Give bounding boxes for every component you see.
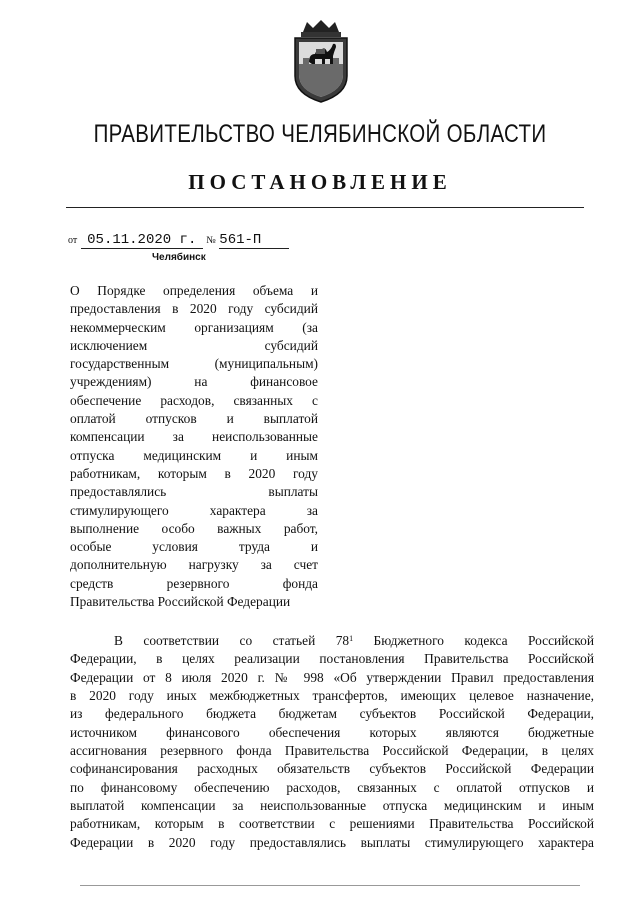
subject-line: дополнительную нагрузку за счет [70, 557, 318, 573]
document-city: Челябинск [152, 252, 206, 263]
body-line: Федерации в 2020 году предоставлялись выплаты стимулирующего характера [70, 834, 594, 850]
body-line: Федерации от 8 июля 2020 г. № 998 «Об утверждении Правил предоставления [70, 669, 594, 685]
body-line: работникам, которым в соответствии с решениями Правительства Российской [70, 816, 594, 832]
subject-line: средств резервного фонда [70, 575, 318, 591]
subject-line: предоставлялись выплаты [70, 484, 318, 500]
subject-line: выполнение особо важных работ, [70, 520, 318, 536]
subject-line: работникам, которым в 2020 году [70, 465, 318, 481]
document-date: 05.11.2020 г. [81, 232, 203, 249]
subject-line: компенсации за неиспользованные [70, 429, 318, 445]
body-line-first: В соответствии со статьей $78^1$ Бюджетного кодекса Российской [114, 633, 594, 648]
organization-title: ПРАВИТЕЛЬСТВО ЧЕЛЯБИНСКОЙ ОБЛАСТИ [93, 120, 547, 148]
document-type: ПОСТАНОВЛЕНИЕ [188, 170, 452, 194]
body-line: по финансовому обеспечению расходов, связанных с оплатой отпусков и [70, 779, 594, 795]
document-number: 561-П [219, 232, 289, 249]
document-body [70, 632, 594, 852]
body-line: выплатой компенсации за неиспользованные отпуска медицинским и иным [70, 798, 594, 814]
coat-of-arms-icon [289, 18, 353, 104]
body-line: Федерации, в целях реализации постановления Правительства Российской [70, 651, 594, 667]
body-line: источником финансового обеспечения которых являются бюджетные [70, 724, 594, 740]
subject-line: О Порядке определения объема и [70, 283, 318, 298]
subject-line: государственным (муниципальным) [70, 356, 318, 372]
document-subject [70, 282, 318, 611]
subject-line: особые условия труда и [70, 539, 318, 555]
header-divider [66, 207, 584, 208]
body-line: ассигнования резервного фонда Правительства Российской Федерации, в целях [70, 743, 594, 759]
subject-line: обеспечение расходов, связанных с [70, 392, 318, 408]
subject-line: стимулирующего характера за [70, 502, 318, 518]
subject-line: Правительства Российской Федерации [70, 594, 291, 610]
date-prefix: от [68, 235, 78, 246]
subject-line: некоммерческим организациям (за [70, 319, 318, 335]
body-line: из федерального бюджета бюджетам субъектов Российской Федерации, [70, 706, 594, 722]
subject-line: отпуска медицинским и иным [70, 447, 318, 463]
number-prefix: № [206, 235, 216, 246]
article-superscript: 1 [349, 634, 354, 643]
document-meta [68, 232, 289, 249]
subject-line: оплатой отпусков и выплатой [70, 411, 318, 427]
page-bottom-edge [80, 885, 580, 886]
body-line: софинансирования расходных обязательств субъектов Российской Федерации [70, 761, 594, 777]
subject-line: учреждениям) на финансовое [70, 374, 318, 390]
subject-line: предоставления в 2020 году субсидий [70, 301, 318, 317]
body-line: в 2020 году иных межбюджетных трансфертов, имеющих целевое назначение, [70, 688, 594, 704]
subject-line: исключением субсидий [70, 337, 318, 353]
